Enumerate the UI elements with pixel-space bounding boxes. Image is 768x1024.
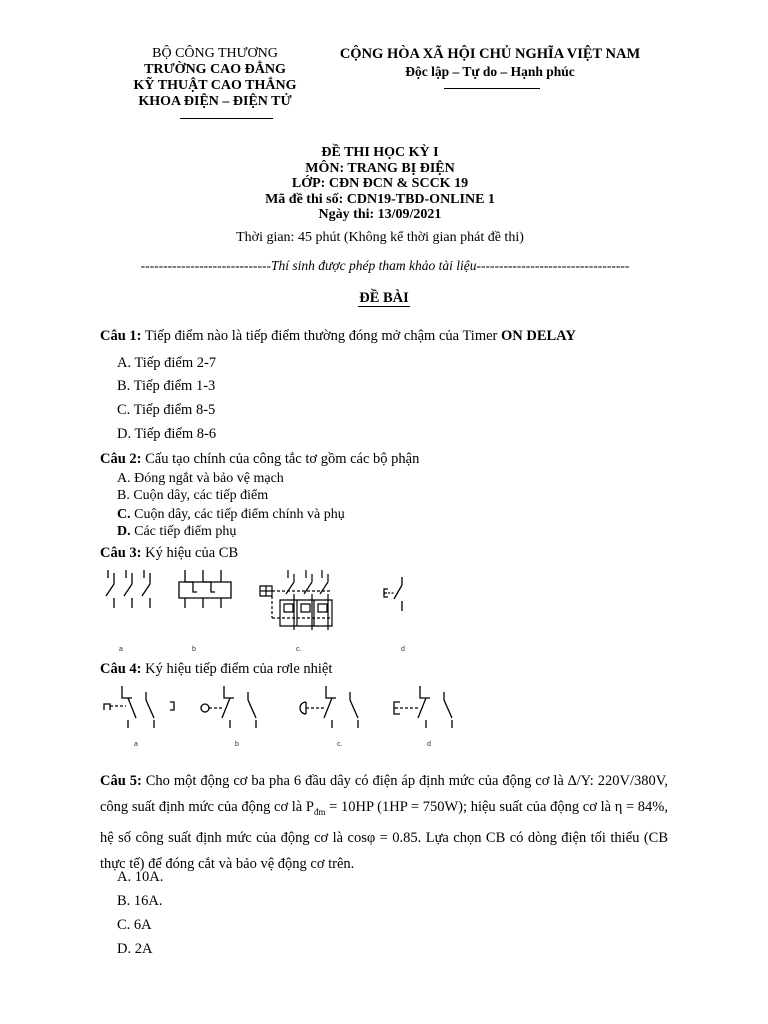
question-5 — [100, 768, 668, 877]
q5-option-d: D. 2A — [117, 941, 153, 957]
q4-text: Ký hiệu tiếp điểm của rơle nhiệt — [141, 661, 333, 677]
section-title: ĐỀ BÀI — [359, 290, 409, 306]
q1-option-a: A. Tiếp điểm 2-7 — [117, 355, 217, 371]
republic-title: CỘNG HÒA XÃ HỘI CHỦ NGHĨA VIỆT NAM — [339, 46, 641, 62]
national-motto: Độc lập – Tự do – Hạnh phúc — [405, 64, 575, 79]
school-name-2: KỸ THUẬT CAO THẮNG — [133, 78, 297, 93]
q4-label: Câu 4: — [100, 661, 142, 677]
section-title-underline — [358, 306, 410, 307]
cb-symbol-d — [378, 575, 418, 615]
reference-note — [60, 257, 710, 274]
cb-symbol-c — [258, 568, 338, 634]
school-name: TRƯỜNG CAO ĐẲNG — [144, 62, 286, 77]
q2-option-b-text: Cuộn dây, các tiếp điểm — [129, 488, 269, 503]
q1-emphasis: ON DELAY — [500, 328, 576, 344]
exam-code: Mã đề thi số: CDN19-TBD-ONLINE 1 — [265, 191, 495, 207]
ministry-header — [110, 46, 320, 110]
q4-caption-d: d — [427, 741, 431, 748]
exam-subject: MÔN: TRANG BỊ ĐIỆN — [305, 160, 455, 176]
q3-caption-d: d — [401, 646, 405, 653]
cb-symbol-a — [100, 568, 160, 613]
exam-date: Ngày thi: 13/09/2021 — [318, 207, 442, 223]
q2-option-d-text: Các tiếp điểm phụ — [130, 524, 237, 539]
q5-option-b: B. 16A. — [117, 893, 163, 909]
q1-option-d: D. Tiếp điểm 8-6 — [117, 426, 217, 442]
q2-option-a — [117, 470, 284, 487]
question-2 — [100, 451, 419, 468]
q3-caption-c: c. — [296, 646, 302, 653]
left-header-underline — [180, 118, 273, 119]
q5-text-2: = 10HP (1HP = 750W); hiệu suất của động cơ là η = 84%, hệ số công suất định mức của động cơ là cosφ = 0.85. Lựa chọn CB có dòng điện tối thiểu (CB thực tế) để đóng cắt và bảo vệ động cơ trên. — [100, 799, 668, 872]
q1-label: Câu 1: — [100, 328, 142, 344]
note-dashes-left: ----------------------------- — [140, 258, 272, 273]
q2-option-b — [117, 487, 268, 504]
q2-option-a-letter: A. — [117, 471, 131, 486]
q4-caption-a: a — [134, 741, 138, 748]
note-dashes-right: ---------------------------------- — [476, 258, 630, 273]
relay-contact-a — [100, 684, 185, 732]
exam-duration: Thời gian: 45 phút (Không kể thời gian phát đề thi) — [236, 230, 524, 245]
q3-label: Câu 3: — [100, 545, 142, 561]
ministry-name: BỘ CÔNG THƯƠNG — [152, 46, 278, 61]
q5-text-1: Cho một động cơ ba pha 6 đầu dây có điện áp định mức của động cơ là ∆/Y: 220V/380V, công suất định mức của động cơ là P — [100, 773, 668, 815]
cb-symbol-b — [175, 568, 235, 613]
exam-info — [130, 145, 630, 223]
q4-caption-b: b — [235, 741, 239, 748]
q2-option-c-letter: C. — [117, 507, 131, 522]
q2-text: Cấu tạo chính của công tắc tơ gồm các bộ phận — [141, 451, 420, 467]
q5-label: Câu 5: — [100, 773, 142, 789]
q1-option-c: C. Tiếp điểm 8-5 — [117, 402, 216, 418]
faculty-name: KHOA ĐIỆN – ĐIỆN TỬ — [138, 94, 292, 109]
q1-text: Tiếp điểm nào là tiếp điểm thường đóng mở chậm của Timer — [141, 328, 501, 344]
question-1 — [100, 328, 576, 345]
q3-caption-a: a — [119, 646, 123, 653]
q2-option-d — [117, 523, 236, 540]
q2-option-b-letter: B. — [117, 488, 130, 503]
question-4 — [100, 661, 332, 678]
relay-contact-b — [196, 684, 271, 732]
relay-contact-c — [296, 684, 371, 732]
q5-option-a: A. 10A. — [117, 869, 164, 885]
q2-label: Câu 2: — [100, 451, 142, 467]
q2-option-c-text: Cuộn dây, các tiếp điểm chính và phụ — [130, 507, 345, 522]
q5-option-c: C. 6A — [117, 917, 152, 933]
q4-caption-c: c. — [337, 741, 343, 748]
q5-subscript: đm — [313, 806, 326, 817]
q3-text: Ký hiệu của CB — [141, 545, 239, 561]
q3-caption-b: b — [192, 646, 196, 653]
exam-class: LỚP: CĐN ĐCN & SCCK 19 — [291, 176, 469, 192]
note-text: Thí sinh được phép tham khảo tài liệu — [271, 258, 477, 273]
q1-option-b: B. Tiếp điểm 1-3 — [117, 378, 216, 394]
q2-option-c — [117, 506, 345, 523]
q2-option-a-text: Đóng ngắt và bảo vệ mạch — [130, 471, 284, 486]
q2-option-d-letter: D. — [117, 524, 131, 539]
exam-title: ĐỀ THI HỌC KỲ I — [321, 145, 439, 160]
right-header-underline — [444, 88, 540, 89]
relay-contact-d — [390, 684, 465, 732]
question-3 — [100, 545, 238, 562]
